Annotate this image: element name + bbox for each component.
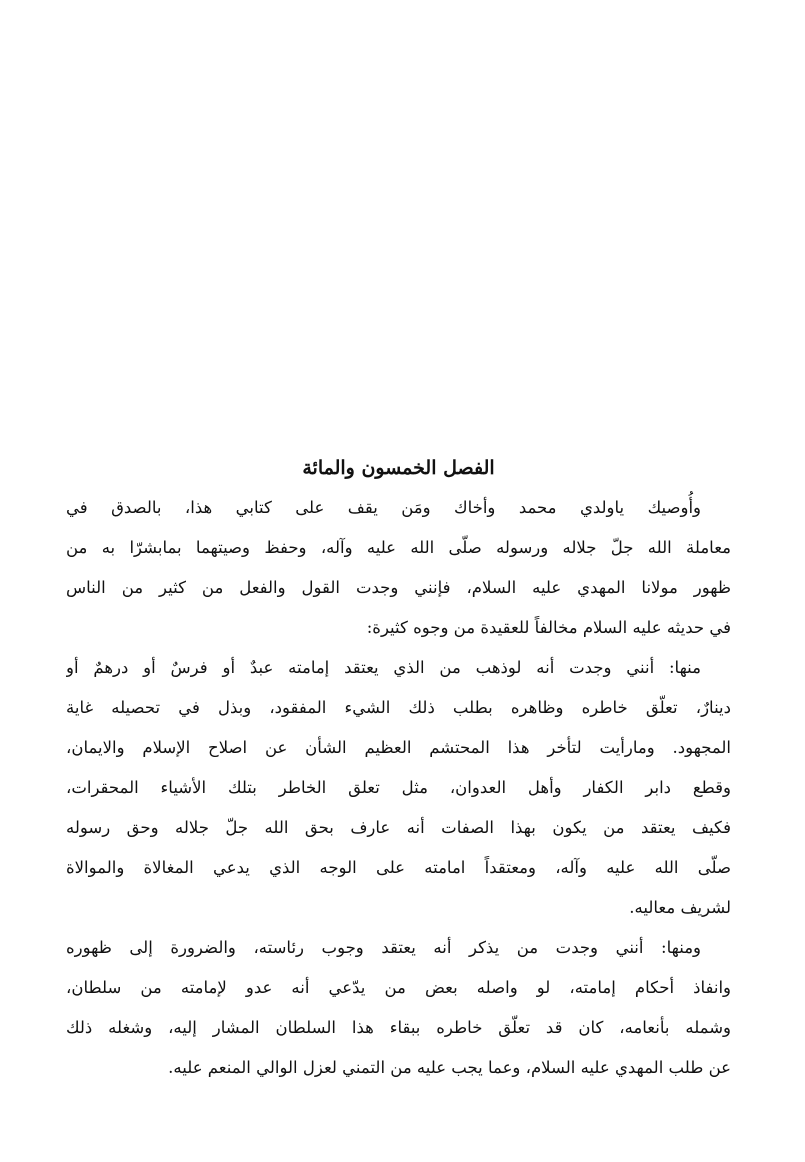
- text-line: دينارٌ، تعلّق خاطره وظاهره بطلب ذلك الشيء المفقود، وبذل في تحصيله غاية: [66, 698, 731, 717]
- text-line: فكيف يعتقد من يكون بهذا الصفات أنه عارف بحق الله جلّ جلاله وحق رسوله: [66, 818, 731, 837]
- text-line: عن طلب المهدي عليه السلام، وعما يجب عليه من التمني لعزل الوالي المنعم عليه.: [168, 1058, 731, 1077]
- text-line: معاملة الله جلّ جلاله ورسوله صلّى الله عليه وآله، وحفظ وصيتهما بمابشرّا به من: [66, 538, 731, 557]
- text-line: ظهور مولانا المهدي عليه السلام، فإنني وجدت القول والفعل من كثير من الناس: [66, 578, 731, 597]
- paragraph-1: [66, 488, 731, 648]
- text-line: منها: أنني وجدت أنه لوذهب من الذي يعتقد إمامته عبدٌ أو فرسٌ أو درهمٌ أو: [66, 658, 701, 677]
- text-line: وأُوصيك ياولدي محمد وأخاك ومَن يقف على كتابي هذا، بالصدق في: [66, 498, 701, 517]
- text-line: وشمله بأنعامه، كان قد تعلّق خاطره ببقاء هذا السلطان المشار إليه، وشغله ذلك: [66, 1018, 731, 1037]
- text-line: لشريف معاليه.: [629, 898, 731, 917]
- text-line: في حديثه عليه السلام مخالفاً للعقيدة من وجوه كثيرة:: [366, 618, 731, 637]
- text-line: وقطع دابر الكفار وأهل العدوان، مثل تعلق الخاطر بتلك الأشياء المحقرات،: [66, 778, 731, 797]
- text-line: صلّى الله عليه وآله، ومعتقداً امامته على الوجه الذي يدعي المغالاة والموالاة: [66, 858, 731, 877]
- text-line: المجهود. ومارأيت لتأخر هذا المحتشم العظيم الشأن عن اصلاح الإسلام والايمان،: [66, 738, 731, 757]
- text-line: ومنها: أنني وجدت من يذكر أنه يعتقد وجوب رئاسته، والضرورة إلى ظهوره: [66, 938, 701, 957]
- chapter-title: الفصل الخمسون والمائة: [302, 457, 495, 479]
- text-line: وانفاذ أحكام إمامته، لو واصله بعض من يدّعي أنه عدو لإمامته من سلطان،: [66, 978, 731, 997]
- paragraph-2: [66, 648, 731, 928]
- paragraph-3: [66, 928, 731, 1088]
- text-block: [66, 448, 731, 1088]
